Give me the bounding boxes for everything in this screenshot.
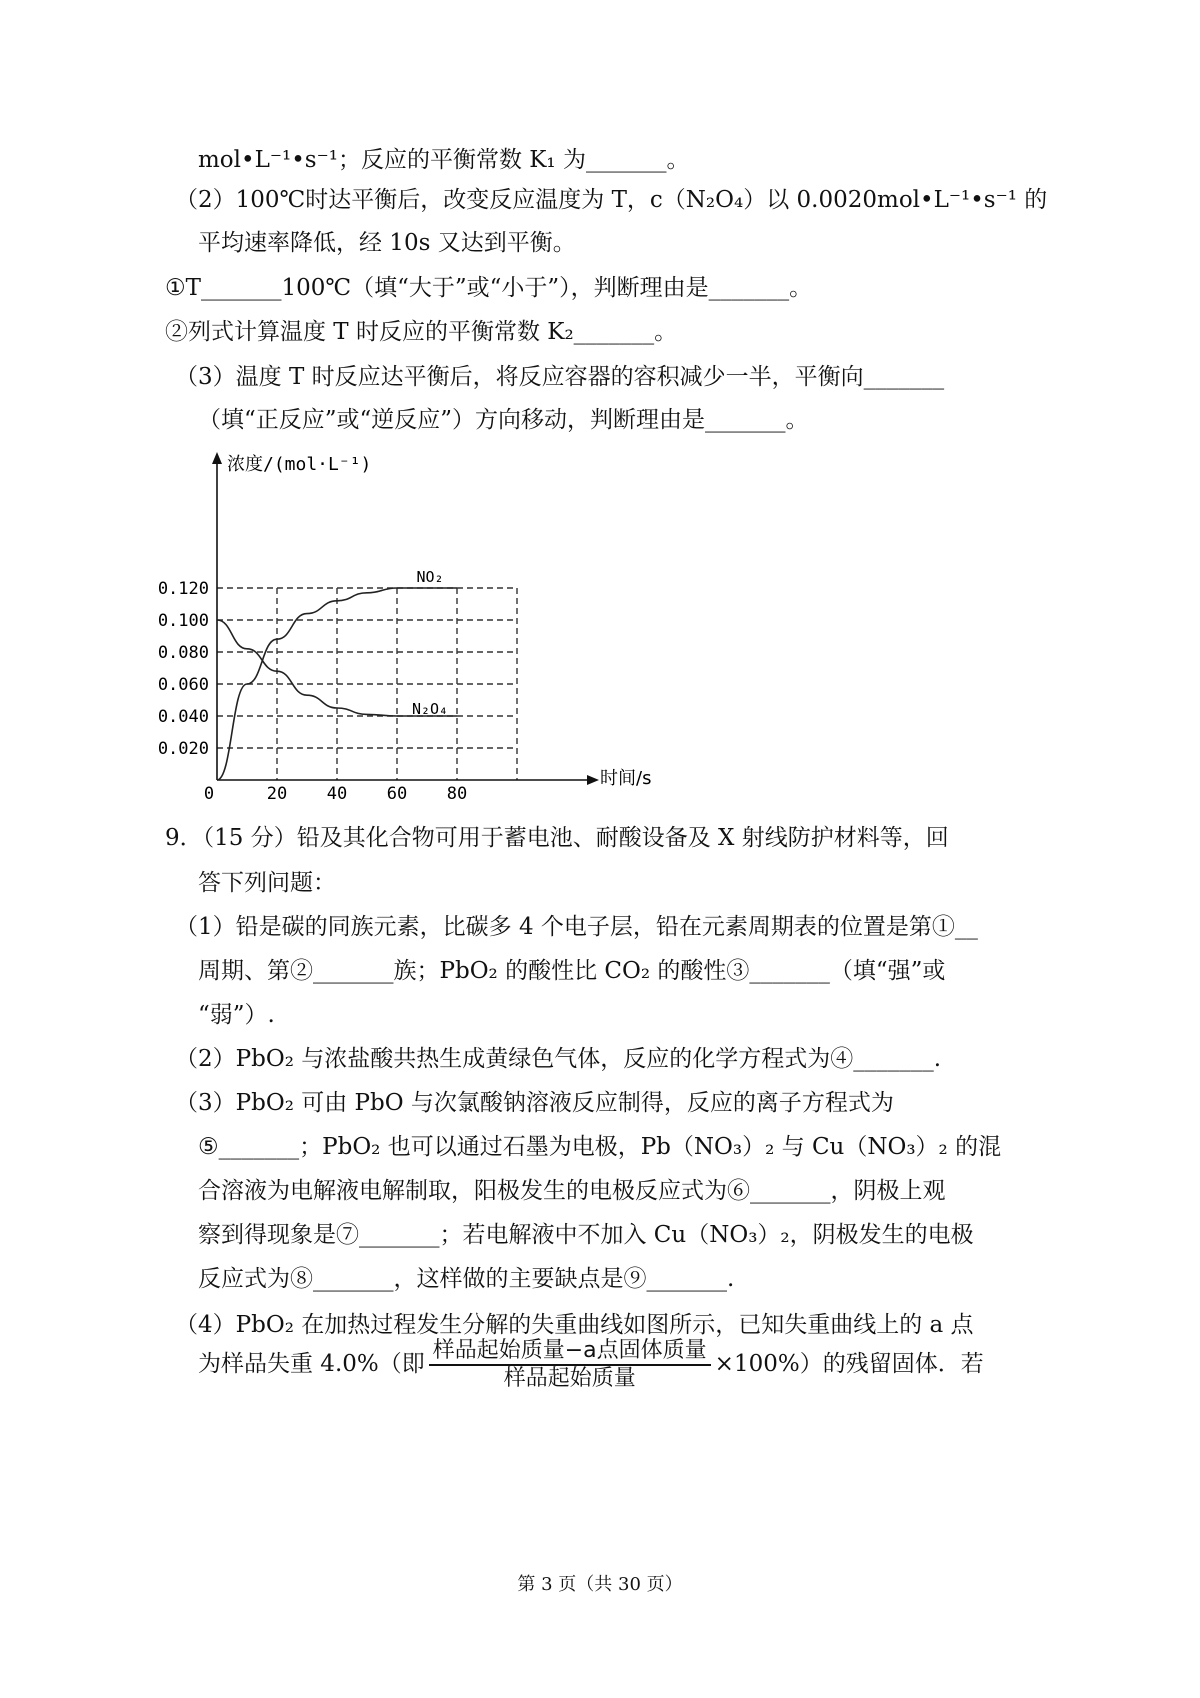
y-tick-label: 0.100 <box>157 611 209 631</box>
text-line: （1）铅是碳的同族元素，比碳多 4 个电子层，铅在元素周期表的位置是第①__ <box>175 914 978 940</box>
text-line: 周期、第②_______族；PbO₂ 的酸性比 CO₂ 的酸性③_______（填“强”或 <box>198 958 946 984</box>
y-tick-label: 0.080 <box>157 643 209 663</box>
text-line: （3）温度 T 时反应达平衡后，将反应容器的容积减少一半，平衡向_______ <box>175 364 945 390</box>
series-label: NO₂ <box>416 568 444 586</box>
y-axis-label: 浓度/(mol·L⁻¹) <box>227 454 372 475</box>
y-tick-label: 0.020 <box>157 739 209 759</box>
fraction-suffix: ×100%）的残留固体．若 <box>714 1351 984 1377</box>
text-line: （2）100℃时达平衡后，改变反应温度为 T，c（N₂O₄）以 0.0020mol•L⁻¹•s⁻¹ 的 <box>175 187 1048 213</box>
fraction-prefix: 为样品失重 4.0%（即 <box>198 1351 425 1377</box>
text-line: “弱”）. <box>198 1002 275 1028</box>
x-tick-label: 20 <box>266 784 288 804</box>
y-axis-arrow <box>212 452 222 464</box>
text-line: ⑤_______；PbO₂ 也可以通过石墨为电极，Pb（NO₃）₂ 与 Cu（NO₃）₂ 的混 <box>198 1134 1002 1160</box>
y-tick-label: 0.120 <box>157 579 209 599</box>
y-tick-label: 0.040 <box>157 707 209 727</box>
text-line-fraction <box>198 1338 984 1392</box>
text-line: 察到得现象是⑦_______；若电解液中不加入 Cu（NO₃）₂，阴极发生的电极 <box>198 1222 974 1248</box>
text-line: （填“正反应”或“逆反应”）方向移动，判断理由是_______。 <box>198 407 809 433</box>
series-label: N₂O₄ <box>411 700 449 718</box>
x-tick-label: 0 <box>203 784 215 804</box>
mass-loss-fraction <box>429 1338 711 1392</box>
text-line: （3）PbO₂ 可由 PbO 与次氯酸钠溶液反应制得，反应的离子方程式为 <box>175 1090 894 1116</box>
text-line: ②列式计算温度 T 时反应的平衡常数 K₂_______。 <box>165 319 678 345</box>
fraction-denominator: 样品起始质量 <box>503 1366 636 1391</box>
text-line: 答下列问题： <box>198 870 336 896</box>
text-line: ①T_______100℃（填“大于”或“小于”），判断理由是_______。 <box>165 275 813 301</box>
y-tick-label: 0.060 <box>157 675 209 695</box>
text-line: 平均速率降低，经 10s 又达到平衡。 <box>198 230 576 256</box>
text-line: （2）PbO₂ 与浓盐酸共热生成黄绿色气体，反应的化学方程式为④_______. <box>175 1046 942 1072</box>
x-axis-arrow <box>587 775 599 785</box>
text-line: 9．（15 分）铅及其化合物可用于蓄电池、耐酸设备及 X 射线防护材料等，回 <box>165 825 949 851</box>
x-tick-label: 40 <box>326 784 348 804</box>
x-axis-label: 时间/s <box>600 768 652 789</box>
text-line: （4）PbO₂ 在加热过程发生分解的失重曲线如图所示，已知失重曲线上的 a 点 <box>175 1312 974 1338</box>
text-line: 合溶液为电解液电解制取，阳极发生的电极反应式为⑥_______，阴极上观 <box>198 1178 946 1204</box>
page-footer: 第 3 页（共 30 页） <box>517 1574 683 1595</box>
text-line: 反应式为⑧_______，这样做的主要缺点是⑨_______. <box>198 1266 735 1292</box>
x-tick-label: 80 <box>446 784 468 804</box>
x-tick-label: 60 <box>386 784 408 804</box>
concentration-time-chart <box>157 450 665 804</box>
fraction-numerator: 样品起始质量−a点固体质量 <box>429 1338 711 1366</box>
text-line: mol•L⁻¹•s⁻¹；反应的平衡常数 K₁ 为_______。 <box>198 147 690 173</box>
